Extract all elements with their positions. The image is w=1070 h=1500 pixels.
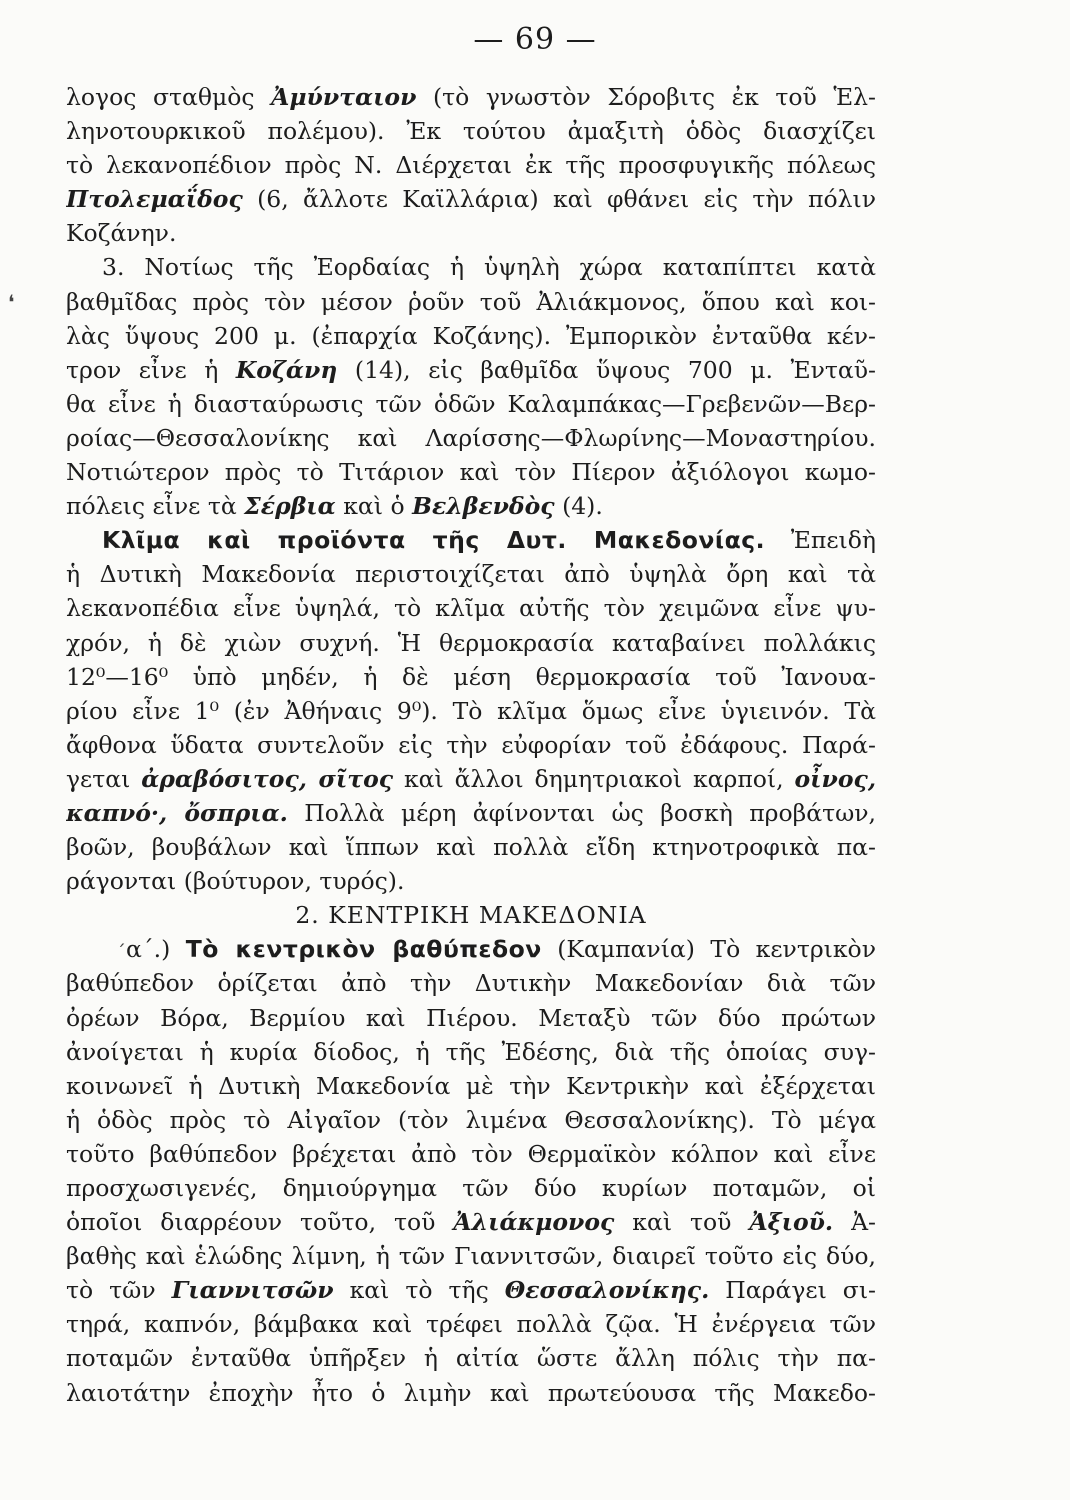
text-line: [66, 1171, 876, 1205]
text-run: Ἐπειδὴ: [765, 526, 876, 555]
text-run: καὶ τὸ τῆς: [333, 1276, 505, 1305]
inline-heading: Τὸ κεντρικὸν βαθύπεδον: [185, 935, 542, 964]
text-run: ρίου εἶνε 1⁰ (ἐν Ἀθήναις 9⁰). Τὸ κλῖμα ὅμως εἶνε ὑγιεινόν. Τὰ: [66, 696, 876, 725]
text-line: [66, 489, 876, 523]
text-line: [66, 1069, 876, 1103]
emphasized-term: Γιαννιτσῶν: [171, 1276, 334, 1305]
text-run: (14), εἰς βαθμῖδα ὕψους 700 μ. Ἐνταῦ-: [337, 355, 876, 384]
text-run: θα εἶνε ἡ διασταύρωσις τῶν ὁδῶν Καλαμπάκας—Γρεβενῶν—Βερ-: [66, 389, 876, 418]
text-run: τὸ λεκανοπέδιον πρὸς Ν. Διέρχεται ἐκ τῆς προσφυγικῆς πόλεως: [66, 151, 876, 180]
text-line: [66, 796, 876, 830]
text-line: [66, 1307, 876, 1341]
emphasized-term: Ἀξιοῦ.: [749, 1208, 834, 1237]
text-run: καὶ ἄλλοι δημητριακοὶ καρποί,: [393, 764, 795, 793]
text-line: [66, 523, 876, 557]
text-run: ὀρέων Βόρα, Βερμίου καὶ Πιέρου. Μεταξὺ τῶν δύο πρώτων: [66, 1003, 876, 1032]
emphasized-term: Σέρβια: [244, 492, 336, 521]
text-run: ληνοτουρκικοῦ πολέμου). Ἐκ τούτου ἀμαξιτὴ ὁδὸς διασχίζει: [66, 117, 876, 146]
text-run: (4).: [554, 492, 603, 521]
text-line: [66, 285, 876, 319]
text-run: Κοζάνην.: [66, 219, 177, 248]
text-line: [66, 966, 876, 1000]
text-line: [66, 1273, 876, 1307]
text-run: α΄.): [126, 935, 186, 964]
text-run: ἡ Δυτικὴ Μακεδονία περιστοιχίζεται ἀπὸ ὑψηλὰ ὄρη καὶ τὰ: [66, 560, 876, 589]
text-line: [66, 182, 876, 216]
text-run: γεται: [66, 764, 142, 793]
text-run: χρόν, ἡ δὲ χιὼν συχνή. Ἡ θερμοκρασία καταβαίνει πολλάκις: [66, 628, 876, 657]
emphasized-term: ἀραβόσιτος, σῖτος: [141, 764, 394, 793]
text-line: [66, 830, 876, 864]
text-line: [66, 591, 876, 625]
text-line: [66, 1205, 876, 1239]
text-run: βαθὴς καὶ ἑλώδης λίμνη, ἡ τῶν Γιαννιτσῶν, διαιρεῖ τοῦτο εἰς δύο,: [66, 1242, 876, 1271]
body-text: [66, 80, 876, 1410]
text-run: (τὸ γνωστὸν Σόροβιτς ἐκ τοῦ Ἑλ-: [416, 83, 876, 111]
text-line: [66, 1103, 876, 1137]
text-run: ἄφθονα ὕδατα συντελοῦν εἰς τὴν εὐφορίαν τοῦ ἐδάφους. Παρά-: [66, 730, 876, 759]
text-run: Νοτιώτερον πρὸς τὸ Τιτάριον καὶ τὸν Πίερον ἀξιόλογοι κωμο-: [66, 458, 876, 487]
text-run: 12⁰—16⁰ ὑπὸ μηδέν, ἡ δὲ μέση θερμοκρασία τοῦ Ἰανουα-: [66, 662, 876, 691]
text-run: τρον εἶνε ἡ: [66, 355, 236, 384]
text-line: [66, 114, 876, 148]
emphasized-term: Πτολεμαΐδος: [66, 185, 243, 214]
text-run: καὶ τοῦ: [614, 1208, 750, 1237]
text-run: 3. Νοτίως τῆς Ἐορδαίας ἡ ὑψηλὴ χώρα καταπίπτει κατὰ: [102, 253, 876, 282]
text-run: 2. ΚΕΝΤΡΙΚΗ ΜΑΚΕΔΟΝΙΑ: [295, 901, 647, 930]
text-run: Παράγει σι-: [709, 1276, 876, 1305]
text-run: Πολλὰ μέρη ἀφίνονται ὡς βοσκὴ προβάτων,: [287, 798, 876, 827]
inline-heading: Κλῖμα καὶ προϊόντα τῆς Δυτ. Μακεδονίας.: [102, 526, 766, 555]
text-run: πόλεις εἶνε τὰ: [66, 492, 245, 521]
text-run: (Καμπανία) Τὸ κεντρικὸν: [541, 935, 876, 964]
section-heading: [66, 898, 876, 932]
margin-tick-icon: ˊ: [116, 940, 126, 964]
text-line: [66, 80, 876, 114]
text-line: [66, 557, 876, 591]
text-line: [66, 387, 876, 421]
text-run: λὰς ὕψους 200 μ. (ἐπαρχία Κοζάνης). Ἐμπορικὸν ἐνταῦθα κέν-: [66, 321, 876, 350]
emphasized-term: Ἀλιάκμονος: [453, 1208, 615, 1237]
text-line: [66, 728, 876, 762]
text-line: [66, 864, 876, 898]
text-run: ράγονται (βούτυρον, τυρός).: [66, 867, 405, 896]
text-line: [66, 1239, 876, 1273]
emphasized-term: οἶνος,: [794, 764, 876, 793]
text-run: κοινωνεῖ ἡ Δυτικὴ Μακεδονία μὲ τὴν Κεντρικὴν καὶ ἐξέρχεται: [66, 1071, 876, 1100]
text-run: λεκανοπέδια εἶνε ὑψηλά, τὸ κλῖμα αὐτῆς τὸν χειμῶνα εἶνε ψυ-: [66, 594, 876, 623]
text-line: [66, 1341, 876, 1375]
text-run: Ἀ-: [833, 1208, 876, 1237]
text-line: [66, 660, 876, 694]
text-line: [66, 1376, 876, 1410]
text-run: βαθύπεδον ὁρίζεται ἀπὸ τὴν Δυτικὴν Μακεδονίαν διὰ τῶν: [66, 969, 876, 998]
text-run: βαθμῖδας πρὸς τὸν μέσον ῥοῦν τοῦ Ἀλιάκμονος, ὅπου καὶ κοι-: [66, 287, 876, 316]
text-run: ροίας—Θεσσαλονίκης καὶ Λαρίσσης—Φλωρίνης—Μοναστηρίου.: [66, 423, 876, 452]
text-line: [66, 762, 876, 796]
text-run: ἡ ὁδὸς πρὸς τὸ Αἰγαῖον (τὸν λιμένα Θεσσαλονίκης). Τὸ μέγα: [66, 1105, 876, 1134]
text-run: (6, ἄλλοτε Καϊλλάρια) καὶ φθάνει εἰς τὴν πόλιν: [242, 185, 876, 214]
text-line: [66, 250, 876, 284]
text-run: καὶ ὁ: [335, 492, 413, 521]
text-run: λογος σταθμὸς: [66, 83, 272, 111]
text-line: [66, 932, 876, 966]
emphasized-term: Βελβενδὸς: [412, 492, 555, 521]
text-run: τοῦτο βαθύπεδον βρέχεται ἀπὸ τὸν Θερμαϊκὸν κόλπον καὶ εἶνε: [66, 1139, 876, 1168]
margin-mark-icon: ❛: [8, 290, 15, 314]
emphasized-term: Κοζάνη: [235, 355, 338, 384]
emphasized-term: καπνό·, ὄσπρια.: [66, 798, 288, 827]
page-number: — 69 —: [473, 22, 597, 57]
text-line: [66, 216, 876, 250]
text-line: [66, 455, 876, 489]
text-line: [66, 1035, 876, 1069]
text-run: τηρά, καπνόν, βάμβακα καὶ τρέφει πολλὰ ζῷα. Ἡ ἐνέργεια τῶν: [66, 1310, 876, 1339]
text-run: τὸ τῶν: [66, 1276, 172, 1305]
emphasized-term: Ἀμύνταιον: [271, 83, 417, 111]
text-line: [66, 421, 876, 455]
text-line: [66, 694, 876, 728]
text-line: [66, 353, 876, 387]
text-run: λαιοτάτην ἐποχὴν ἦτο ὁ λιμὴν καὶ πρωτεύουσα τῆς Μακεδο-: [66, 1378, 876, 1407]
text-line: [66, 626, 876, 660]
text-line: [66, 1001, 876, 1035]
emphasized-term: Θεσσαλονίκης.: [504, 1276, 710, 1305]
text-run: ἀνοίγεται ἡ κυρία δίοδος, ἡ τῆς Ἐδέσης, διὰ τῆς ὁποίας συγ-: [66, 1037, 876, 1066]
text-line: [66, 1137, 876, 1171]
text-run: προσχωσιγενές, δημιούργημα τῶν δύο κυρίων ποταμῶν, οἱ: [66, 1174, 876, 1202]
text-run: ὁποῖοι διαρρέουν τοῦτο, τοῦ: [66, 1208, 454, 1237]
text-line: [66, 319, 876, 353]
text-run: βοῶν, βουβάλων καὶ ἵππων καὶ πολλὰ εἴδη κτηνοτροφικὰ πα-: [66, 833, 876, 862]
text-line: [66, 148, 876, 182]
text-run: ποταμῶν ἐνταῦθα ὑπῆρξεν ἡ αἰτία ὥστε ἄλλη πόλις τὴν πα-: [66, 1344, 876, 1373]
